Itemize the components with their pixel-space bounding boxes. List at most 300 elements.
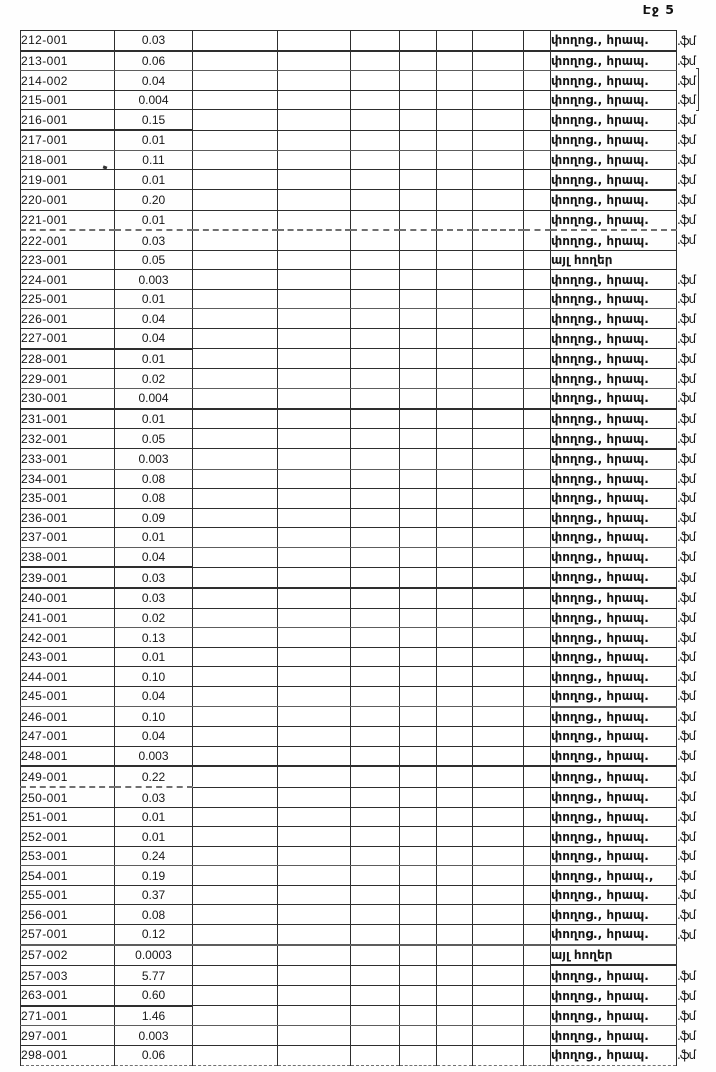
empty-cell: [524, 965, 551, 985]
table-row: [21, 965, 711, 985]
edge-fragment: .ֆմ: [677, 311, 696, 326]
table-row: [21, 489, 711, 509]
parcel-code-cell: 257-002: [21, 945, 115, 966]
empty-cell: [351, 210, 400, 230]
edge-fragment: .ֆմ: [677, 849, 696, 864]
edge-fragment: .ֆմ: [677, 868, 696, 883]
empty-cell: [278, 965, 351, 985]
table-row: [21, 150, 711, 170]
parcel-code-cell: 297-001: [21, 1026, 115, 1046]
area-value-cell: 0.06: [115, 51, 193, 71]
empty-cell: [473, 727, 524, 747]
empty-cell: [193, 469, 278, 489]
empty-cell: [351, 924, 400, 944]
empty-cell: [400, 567, 437, 588]
table-row: [21, 388, 711, 408]
empty-cell: [524, 846, 551, 866]
empty-cell: [524, 210, 551, 230]
empty-cell: [278, 647, 351, 667]
parcel-code-cell: 225-001: [21, 289, 115, 309]
empty-cell: [193, 328, 278, 348]
empty-cell: [473, 309, 524, 329]
empty-cell: [351, 71, 400, 91]
area-value-cell: 0.003: [115, 1026, 193, 1046]
area-value-cell: 0.24: [115, 846, 193, 866]
empty-cell: [473, 588, 524, 608]
table-row: [21, 409, 711, 429]
empty-cell: [351, 885, 400, 905]
table-row: [21, 628, 711, 648]
empty-cell: [437, 449, 473, 469]
empty-cell: [278, 1026, 351, 1046]
area-value-cell: 0.004: [115, 388, 193, 408]
empty-cell: [524, 289, 551, 309]
edge-fragment: .ֆմ: [677, 709, 696, 724]
empty-cell: [437, 528, 473, 548]
empty-cell: [400, 349, 437, 369]
empty-cell: [473, 469, 524, 489]
table-row: [21, 210, 711, 230]
empty-cell: [278, 349, 351, 369]
edge-fragment: .ֆմ: [677, 530, 696, 545]
edge-fragment: .ֆմ: [677, 669, 696, 684]
empty-cell: [278, 746, 351, 766]
empty-cell: [473, 628, 524, 648]
empty-cell: [524, 309, 551, 329]
land-use-cell: փողոց., հրապ.: [551, 727, 677, 747]
empty-cell: [437, 190, 473, 210]
empty-cell: [437, 827, 473, 847]
land-use-cell: փողոց., հրապ.: [551, 210, 677, 230]
area-value-cell: 5.77: [115, 965, 193, 985]
empty-cell: [278, 986, 351, 1006]
table-row: [21, 846, 711, 866]
empty-cell: [400, 986, 437, 1006]
empty-cell: [193, 827, 278, 847]
table-row: [21, 1026, 711, 1046]
parcel-code-cell: 245-001: [21, 686, 115, 706]
area-value-cell: 0.03: [115, 567, 193, 588]
parcel-code-cell: 240-001: [21, 588, 115, 608]
empty-cell: [524, 349, 551, 369]
parcel-code-cell: 246-001: [21, 707, 115, 727]
empty-cell: [437, 1026, 473, 1046]
edge-fragment: .ֆմ: [677, 729, 696, 744]
edge-fragment: .ֆմ: [677, 790, 696, 805]
table-row: [21, 746, 711, 766]
empty-cell: [193, 250, 278, 270]
empty-cell: [278, 489, 351, 509]
empty-cell: [473, 328, 524, 348]
empty-cell: [351, 469, 400, 489]
empty-cell: [351, 369, 400, 389]
edge-fragment: [677, 945, 711, 966]
empty-cell: [193, 528, 278, 548]
empty-cell: [278, 866, 351, 886]
empty-cell: [193, 766, 278, 787]
empty-cell: [400, 707, 437, 727]
empty-cell: [473, 905, 524, 925]
table-row: [21, 567, 711, 588]
empty-cell: [278, 924, 351, 944]
edge-fragment: .ֆմ: [677, 888, 696, 903]
empty-cell: [400, 727, 437, 747]
area-value-cell: 0.02: [115, 369, 193, 389]
empty-cell: [473, 667, 524, 687]
edge-fragment: .ֆմ: [677, 351, 696, 366]
land-use-cell: փողոց., հրապ.: [551, 51, 677, 71]
empty-cell: [351, 388, 400, 408]
land-use-cell: փողոց., հրապ.: [551, 369, 677, 389]
land-use-cell: փողոց., հրապ.: [551, 409, 677, 429]
edge-fragment: .ֆմ: [677, 510, 696, 525]
land-use-cell: փողոց., հրապ.: [551, 71, 677, 91]
empty-cell: [351, 349, 400, 369]
edge-fragment: .ֆմ: [677, 749, 696, 764]
empty-cell: [351, 130, 400, 150]
empty-cell: [400, 469, 437, 489]
table-row: [21, 469, 711, 489]
edge-fragment: .ֆմ: [677, 371, 696, 386]
land-use-cell: փողոց., հրապ.: [551, 965, 677, 985]
land-use-cell: փողոց., հրապ.: [551, 130, 677, 150]
empty-cell: [351, 170, 400, 190]
edge-fragment: .ֆմ: [677, 927, 696, 942]
area-value-cell: 0.0003: [115, 945, 193, 966]
empty-cell: [437, 647, 473, 667]
empty-cell: [473, 449, 524, 469]
land-use-cell: փողոց., հրապ.: [551, 289, 677, 309]
empty-cell: [524, 90, 551, 110]
empty-cell: [473, 90, 524, 110]
parcel-code-cell: 254-001: [21, 866, 115, 886]
table-row: [21, 429, 711, 449]
empty-cell: [473, 388, 524, 408]
empty-cell: [278, 628, 351, 648]
empty-cell: [437, 250, 473, 270]
empty-cell: [193, 270, 278, 290]
empty-cell: [400, 230, 437, 250]
table-row: [21, 608, 711, 628]
empty-cell: [278, 846, 351, 866]
land-use-cell: փողոց., հրապ.: [551, 608, 677, 628]
land-use-cell: փողոց., հրապ.,: [551, 866, 677, 886]
land-use-cell: փողոց., հրապ.: [551, 567, 677, 588]
empty-cell: [437, 746, 473, 766]
area-value-cell: 0.22: [115, 766, 193, 787]
land-use-cell: փողոց., հրապ.: [551, 707, 677, 727]
land-use-cell: փողոց., հրապ.: [551, 388, 677, 408]
empty-cell: [278, 31, 351, 51]
area-value-cell: 0.04: [115, 71, 193, 91]
area-value-cell: 0.04: [115, 727, 193, 747]
empty-cell: [193, 210, 278, 230]
empty-cell: [351, 567, 400, 588]
empty-cell: [351, 807, 400, 827]
parcel-code-cell: 241-001: [21, 608, 115, 628]
land-use-cell: փողոց., հրապ.: [551, 807, 677, 827]
land-use-cell: փողոց., հրապ.: [551, 846, 677, 866]
empty-cell: [473, 190, 524, 210]
empty-cell: [473, 71, 524, 91]
area-value-cell: 0.37: [115, 885, 193, 905]
area-value-cell: 0.01: [115, 349, 193, 369]
empty-cell: [437, 986, 473, 1006]
empty-cell: [193, 846, 278, 866]
empty-cell: [193, 51, 278, 71]
empty-cell: [278, 110, 351, 130]
parcel-code-cell: 253-001: [21, 846, 115, 866]
table-row: [21, 1006, 711, 1026]
table-row: [21, 349, 711, 369]
land-use-cell: այլ հողեր: [551, 250, 677, 270]
empty-cell: [437, 608, 473, 628]
empty-cell: [524, 429, 551, 449]
empty-cell: [193, 1006, 278, 1026]
empty-cell: [473, 647, 524, 667]
empty-cell: [278, 190, 351, 210]
empty-cell: [400, 270, 437, 290]
parcel-code-cell: 222-001: [21, 230, 115, 250]
empty-cell: [351, 866, 400, 886]
empty-cell: [524, 230, 551, 250]
empty-cell: [351, 328, 400, 348]
empty-cell: [351, 647, 400, 667]
area-value-cell: 0.01: [115, 647, 193, 667]
edge-fragment: .ֆմ: [677, 570, 696, 585]
empty-cell: [437, 866, 473, 886]
empty-cell: [524, 885, 551, 905]
empty-cell: [193, 71, 278, 91]
empty-cell: [400, 667, 437, 687]
empty-cell: [473, 965, 524, 985]
empty-cell: [351, 1045, 400, 1065]
empty-cell: [278, 707, 351, 727]
parcel-code-cell: 227-001: [21, 328, 115, 348]
empty-cell: [278, 1045, 351, 1065]
empty-cell: [193, 1026, 278, 1046]
empty-cell: [437, 369, 473, 389]
area-value-cell: 1.46: [115, 1006, 193, 1026]
empty-cell: [524, 547, 551, 567]
empty-cell: [193, 110, 278, 130]
empty-cell: [473, 110, 524, 130]
empty-cell: [351, 429, 400, 449]
empty-cell: [351, 945, 400, 966]
edge-fragment: .ֆմ: [677, 233, 696, 248]
table-row: [21, 766, 711, 787]
empty-cell: [193, 130, 278, 150]
parcel-code-cell: 220-001: [21, 190, 115, 210]
empty-cell: [193, 349, 278, 369]
empty-cell: [400, 449, 437, 469]
parcel-code-cell: 249-001: [21, 766, 115, 787]
empty-cell: [524, 924, 551, 944]
empty-cell: [351, 31, 400, 51]
parcel-code-cell: 247-001: [21, 727, 115, 747]
empty-cell: [351, 746, 400, 766]
table-row: [21, 170, 711, 190]
edge-fragment: .ֆմ: [677, 829, 696, 844]
empty-cell: [351, 727, 400, 747]
empty-cell: [437, 807, 473, 827]
empty-cell: [473, 787, 524, 807]
empty-cell: [278, 429, 351, 449]
empty-cell: [437, 547, 473, 567]
empty-cell: [400, 924, 437, 944]
table-row: [21, 369, 711, 389]
empty-cell: [193, 924, 278, 944]
empty-cell: [278, 807, 351, 827]
empty-cell: [193, 1045, 278, 1065]
empty-cell: [437, 230, 473, 250]
land-use-cell: փողոց., հրապ.: [551, 349, 677, 369]
empty-cell: [524, 369, 551, 389]
empty-cell: [400, 170, 437, 190]
empty-cell: [400, 489, 437, 509]
area-value-cell: 0.11: [115, 150, 193, 170]
empty-cell: [437, 885, 473, 905]
parcel-code-cell: 242-001: [21, 628, 115, 648]
empty-cell: [278, 787, 351, 807]
empty-cell: [278, 1006, 351, 1026]
land-use-cell: փողոց., հրապ.: [551, 628, 677, 648]
empty-cell: [524, 588, 551, 608]
parcel-code-cell: 248-001: [21, 746, 115, 766]
empty-cell: [437, 170, 473, 190]
empty-cell: [524, 190, 551, 210]
land-use-cell: փողոց., հրապ.: [551, 1045, 677, 1065]
empty-cell: [437, 508, 473, 528]
empty-cell: [278, 388, 351, 408]
empty-cell: [193, 746, 278, 766]
empty-cell: [278, 727, 351, 747]
table-row: [21, 508, 711, 528]
edge-fragment: .ֆմ: [677, 611, 696, 626]
table-row: [21, 588, 711, 608]
empty-cell: [437, 409, 473, 429]
empty-cell: [524, 707, 551, 727]
empty-cell: [437, 289, 473, 309]
empty-cell: [400, 827, 437, 847]
table-row: [21, 885, 711, 905]
empty-cell: [437, 349, 473, 369]
area-value-cell: 0.01: [115, 170, 193, 190]
edge-fragment: .ֆմ: [677, 73, 696, 88]
empty-cell: [524, 945, 551, 966]
area-value-cell: 0.08: [115, 469, 193, 489]
empty-cell: [524, 1045, 551, 1065]
empty-cell: [351, 289, 400, 309]
empty-cell: [193, 945, 278, 966]
parcel-code-cell: 221-001: [21, 210, 115, 230]
edge-fragment: .ֆմ: [677, 1008, 696, 1023]
empty-cell: [278, 905, 351, 925]
table-row: [21, 986, 711, 1006]
parcel-code-cell: 232-001: [21, 429, 115, 449]
empty-cell: [473, 608, 524, 628]
empty-cell: [351, 707, 400, 727]
empty-cell: [524, 866, 551, 886]
empty-cell: [437, 945, 473, 966]
empty-cell: [524, 1006, 551, 1026]
empty-cell: [524, 807, 551, 827]
area-value-cell: 0.04: [115, 328, 193, 348]
empty-cell: [400, 409, 437, 429]
area-value-cell: 0.01: [115, 289, 193, 309]
empty-cell: [524, 608, 551, 628]
empty-cell: [193, 289, 278, 309]
area-value-cell: 0.06: [115, 1045, 193, 1065]
edge-fragment: .ֆմ: [677, 411, 696, 426]
parcel-code-cell: 271-001: [21, 1006, 115, 1026]
empty-cell: [351, 230, 400, 250]
empty-cell: [278, 945, 351, 966]
empty-cell: [437, 90, 473, 110]
land-use-cell: փողոց., հրապ.: [551, 309, 677, 329]
empty-cell: [351, 827, 400, 847]
empty-cell: [473, 250, 524, 270]
empty-cell: [278, 588, 351, 608]
land-use-cell: փողոց., հրապ.: [551, 667, 677, 687]
empty-cell: [400, 1026, 437, 1046]
empty-cell: [351, 965, 400, 985]
empty-cell: [351, 686, 400, 706]
table-row: [21, 924, 711, 944]
empty-cell: [437, 150, 473, 170]
empty-cell: [473, 567, 524, 588]
table-row: [21, 230, 711, 250]
empty-cell: [351, 270, 400, 290]
empty-cell: [278, 90, 351, 110]
parcel-code-cell: 229-001: [21, 369, 115, 389]
empty-cell: [524, 31, 551, 51]
empty-cell: [473, 547, 524, 567]
parcel-code-cell: 237-001: [21, 528, 115, 548]
empty-cell: [278, 667, 351, 687]
empty-cell: [351, 667, 400, 687]
empty-cell: [193, 429, 278, 449]
empty-cell: [437, 31, 473, 51]
scan-artifact-ghost-line: [696, 68, 699, 111]
land-use-cell: փողոց., հրապ.: [551, 469, 677, 489]
table-row: [21, 71, 711, 91]
area-value-cell: 0.01: [115, 210, 193, 230]
table-row: [21, 309, 711, 329]
empty-cell: [351, 846, 400, 866]
empty-cell: [351, 628, 400, 648]
empty-cell: [524, 270, 551, 290]
edge-fragment: .ֆմ: [677, 769, 696, 784]
empty-cell: [437, 270, 473, 290]
land-use-cell: փողոց., հրապ.: [551, 150, 677, 170]
empty-cell: [400, 746, 437, 766]
edge-fragment: .ֆմ: [677, 1028, 696, 1043]
empty-cell: [278, 150, 351, 170]
empty-cell: [400, 885, 437, 905]
empty-cell: [437, 469, 473, 489]
parcel-code-cell: 228-001: [21, 349, 115, 369]
area-value-cell: 0.01: [115, 807, 193, 827]
empty-cell: [473, 846, 524, 866]
empty-cell: [524, 628, 551, 648]
empty-cell: [437, 846, 473, 866]
area-value-cell: 0.08: [115, 905, 193, 925]
edge-fragment: .ֆմ: [677, 172, 696, 187]
empty-cell: [278, 567, 351, 588]
empty-cell: [351, 787, 400, 807]
empty-cell: [351, 449, 400, 469]
